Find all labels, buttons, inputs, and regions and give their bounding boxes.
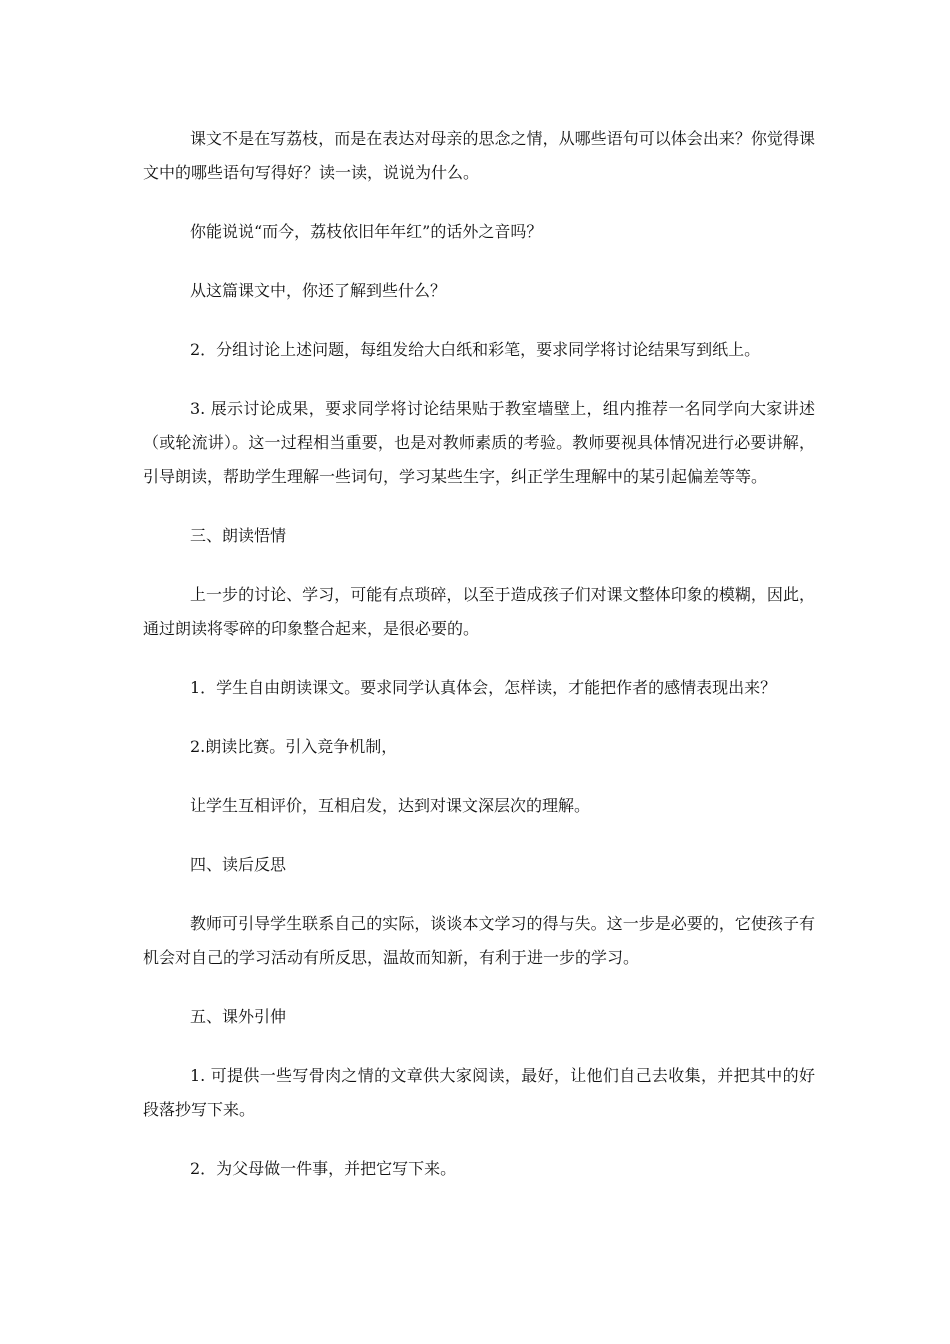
paragraph-step-2: 2．分组讨论上述问题，每组发给大白纸和彩笔，要求同学将讨论结果写到纸上。 [190,340,761,359]
document-body [143,122,815,1211]
paragraph-reading-intro: 上一步的讨论、学习，可能有点琐碎，以至于造成孩子们对课文整体印象的模糊，因此，通过朗读将零碎的印象整合起来，是很必要的。 [143,585,815,638]
paragraph-question-intro: 课文不是在写荔枝，而是在表达对母亲的思念之情，从哪些语句可以体会出来？你觉得课文中的哪些语句写得好？读一读，说说为什么。 [143,129,815,182]
paragraph-reflection: 教师可引导学生联系自己的实际，谈谈本文学习的得与失。这一步是必要的，它使孩子有机会对自己的学习活动有所反思，温故而知新，有利于进一步的学习。 [143,914,815,967]
section-heading-3: 三、朗读悟情 [190,526,287,545]
paragraph-reading-step-1: 1．学生自由朗读课文。要求同学认真体会，怎样读，才能把作者的感情表现出来？ [190,678,777,697]
paragraph-step-3: 3. 展示讨论成果，要求同学将讨论结果贴于教室墙壁上，组内推荐一名同学向大家讲述（或轮流讲）。这一过程相当重要，也是对教师素质的考验。教师要视具体情况进行必要讲解，引导朗读，帮助学生理解一些词句，学习某些生字，纠正学生理解中的某引起偏差等等。 [143,399,815,486]
paragraph-extension-1: 1. 可提供一些写骨肉之情的文章供大家阅读，最好，让他们自己去收集，并把其中的好段落抄写下来。 [143,1066,815,1119]
section-heading-5: 五、课外引伸 [190,1007,287,1026]
paragraph-extension-2: 2．为父母做一件事，并把它写下来。 [190,1159,457,1178]
section-heading-4: 四、读后反思 [190,855,287,874]
paragraph-reading-evaluation: 让学生互相评价，互相启发，达到对课文深层次的理解。 [190,796,591,815]
paragraph-question-learned: 从这篇课文中，你还了解到些什么？ [190,281,447,300]
paragraph-reading-step-2: 2.朗读比赛。引入竞争机制， [190,737,398,756]
paragraph-question-subtext: 你能说说“而今，荔枝依旧年年红”的话外之音吗？ [190,222,543,241]
